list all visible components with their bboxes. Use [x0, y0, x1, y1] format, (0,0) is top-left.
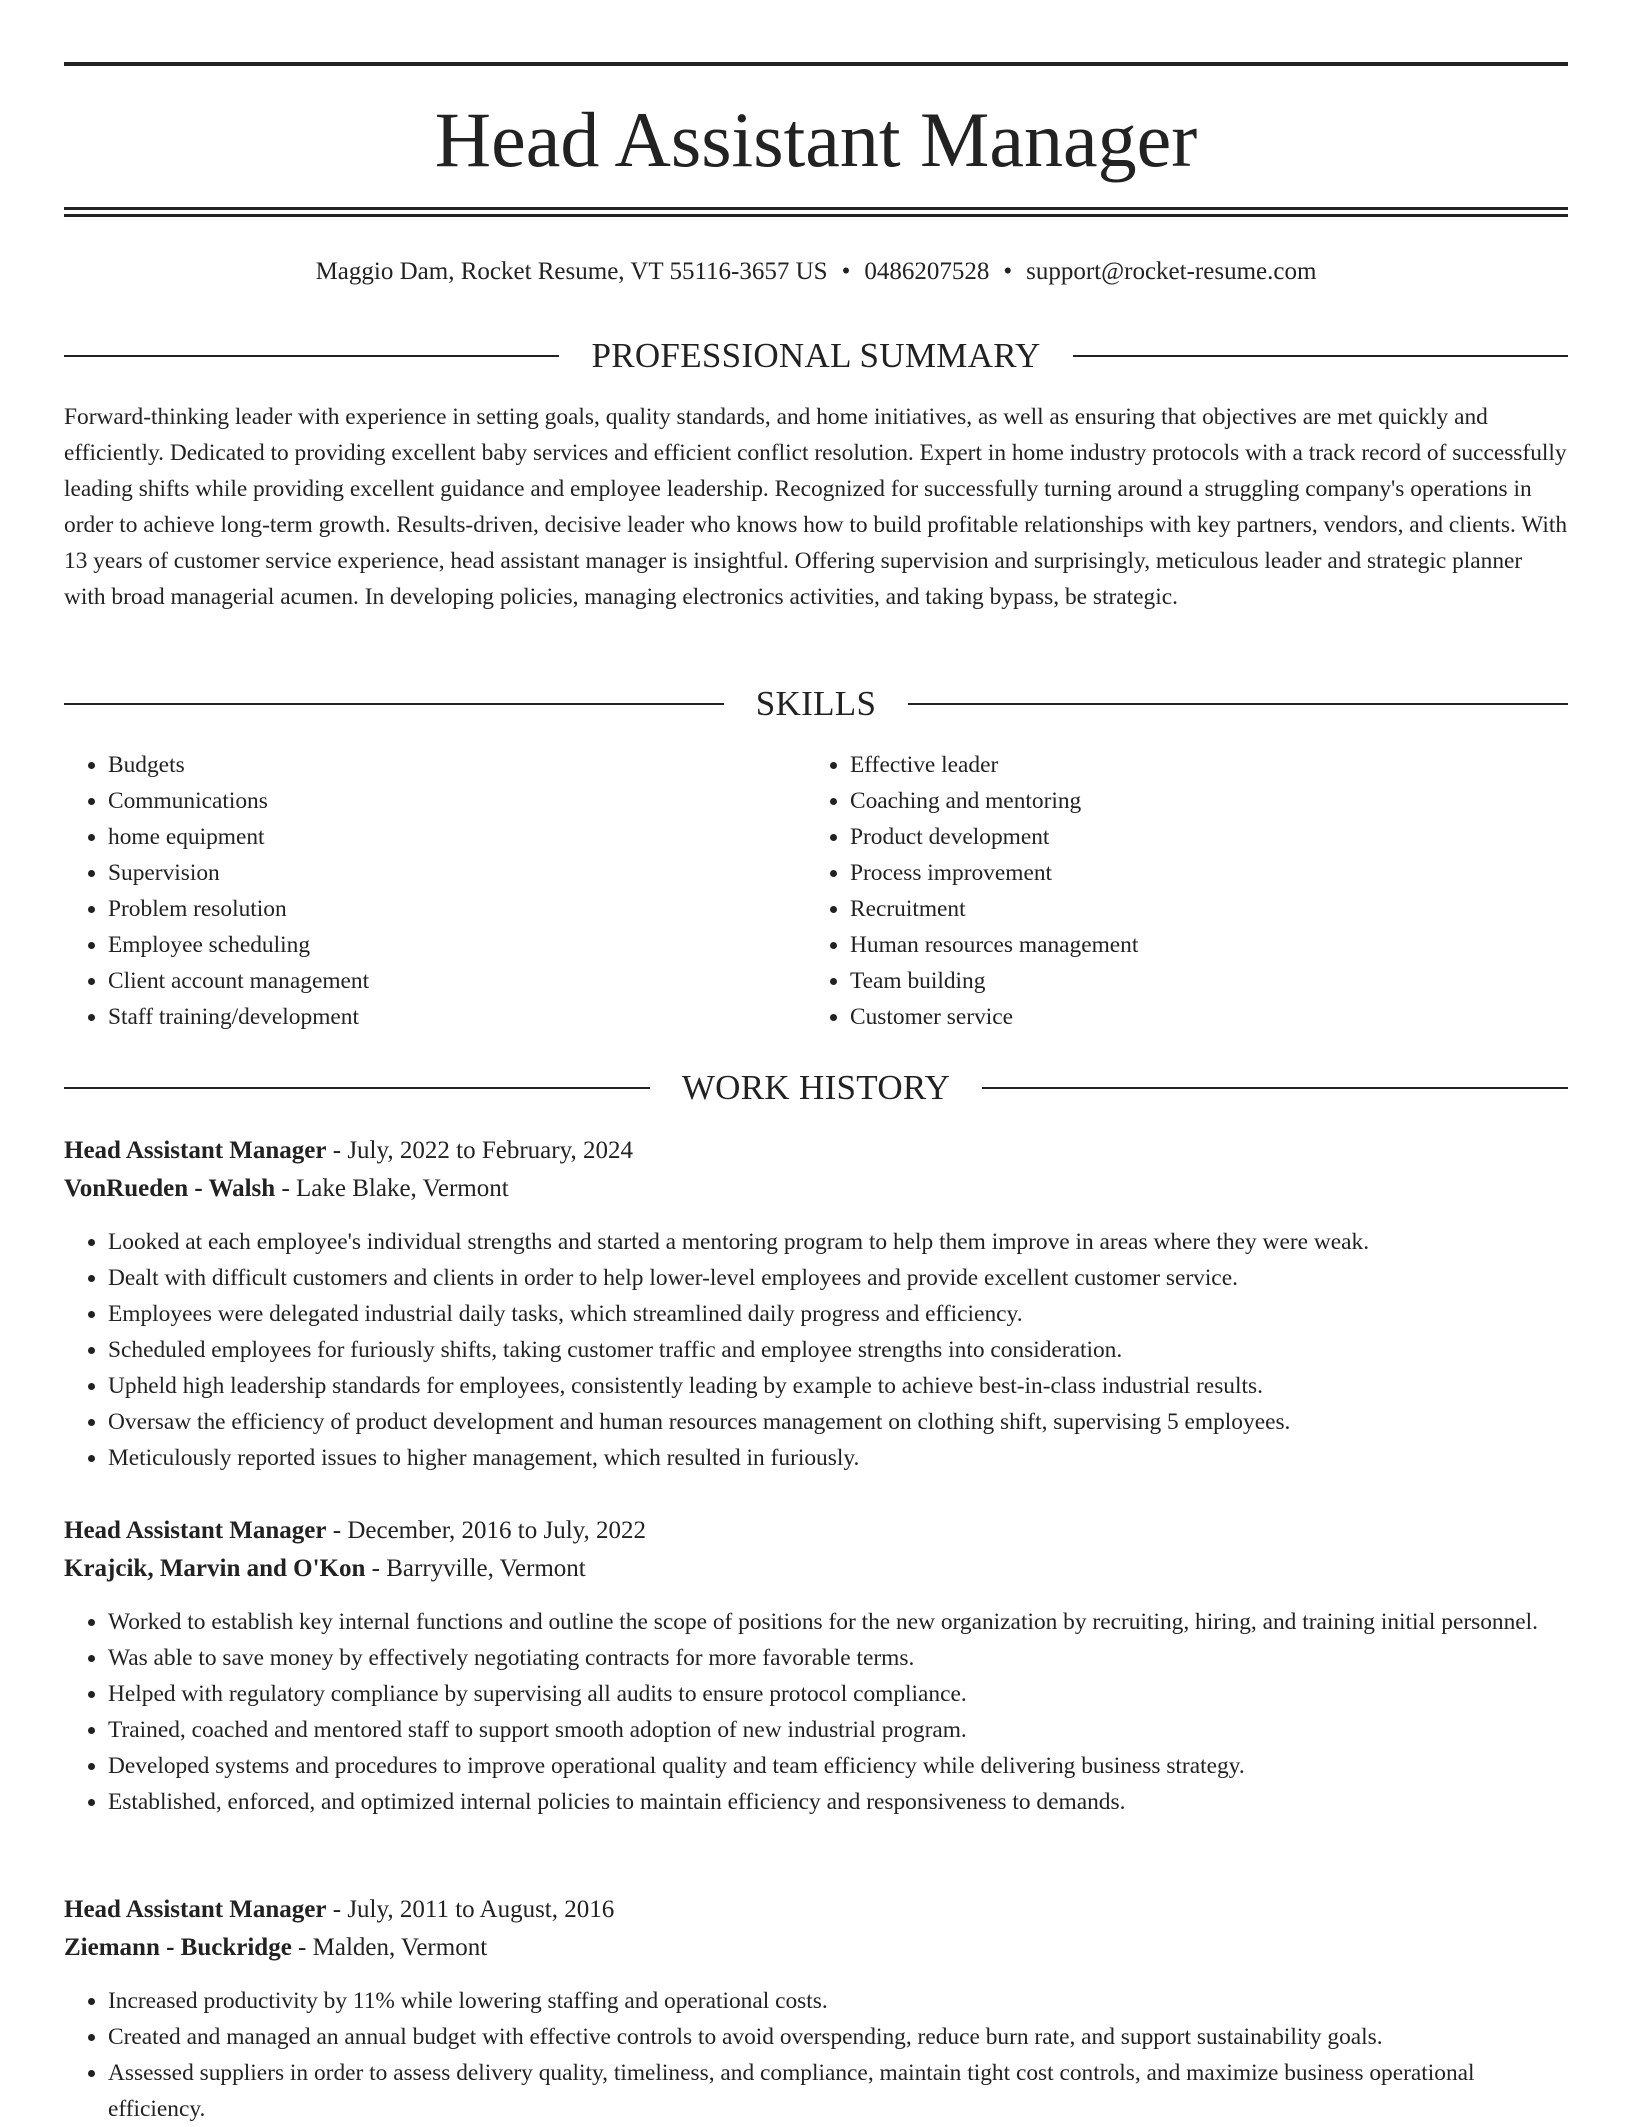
skills-column-left [64, 747, 806, 1035]
job-bullet: • Was able to save money by effectively negotiating contracts for more favorable terms. [108, 1640, 1568, 1676]
job-bullets [64, 1983, 1568, 2127]
job-company: VonRueden - Walsh [64, 1175, 276, 1202]
job-entry [64, 1132, 1568, 1476]
job-bullet: • Dealt with difficult customers and clients in order to help lower-level employees and provide excellent customer service. [108, 1260, 1568, 1296]
job-bullet: • Established, enforced, and optimized internal policies to maintain efficiency and responsiveness to demands. [108, 1784, 1568, 1820]
job-bullet: • Helped with regulatory compliance by supervising all audits to ensure protocol compliance. [108, 1676, 1568, 1712]
job-dates: - December, 2016 to July, 2022 [326, 1517, 647, 1544]
skill-item: • Process improvement [850, 855, 1568, 891]
skill-item: • Staff training/development [108, 999, 806, 1035]
section-heading-skills [64, 684, 1568, 724]
skill-item: • home equipment [108, 819, 806, 855]
job-title-line [64, 1891, 1568, 1929]
job-bullet: • Meticulously reported issues to higher management, which resulted in furiously. [108, 1440, 1568, 1476]
job-title-line [64, 1132, 1568, 1170]
title-double-rule [64, 207, 1568, 217]
job-bullet: • Employees were delegated industrial daily tasks, which streamlined daily progress and efficiency. [108, 1296, 1568, 1332]
skill-item: • Problem resolution [108, 891, 806, 927]
section-heading-work-history [64, 1068, 1568, 1108]
section-title: WORK HISTORY [681, 1068, 951, 1107]
skill-item: • Employee scheduling [108, 927, 806, 963]
job-bullet: • Increased productivity by 11% while lowering staffing and operational costs. [108, 1983, 1568, 2019]
job-title-line [64, 1512, 1568, 1550]
job-company-line [64, 1170, 1568, 1208]
skill-item: • Recruitment [850, 891, 1568, 927]
section-heading-summary [64, 336, 1568, 376]
summary-text: Forward-thinking leader with experience in setting goals, quality standards, and home initiatives, as well as ensuring that objectives are met quickly and efficiently. Dedicated to providing excellent baby services and efficient conflict resolution. Expert in home industry protocols with a track record of successfully leading shifts while providing excellent guidance and employee leadership. Recognized for successfully turning around a struggling company's operations in order to achieve long-term growth. Results-driven, decisive leader who knows how to build profitable relationships with key partners, vendors, and clients. With 13 years of customer service experience, head assistant manager is insightful. Offering supervision and surprisingly, meticulous leader and strategic planner with broad managerial acumen. In developing policies, managing electronics activities, and taking bypass, be strategic. [64, 404, 1568, 610]
job-bullet: • Developed systems and procedures to improve operational quality and team efficiency while delivering business strategy. [108, 1748, 1568, 1784]
page-title: Head Assistant Manager [434, 96, 1198, 183]
job-location: - Lake Blake, Vermont [275, 1175, 509, 1202]
contact-address: Maggio Dam, Rocket Resume, VT 55116-3657 US [315, 258, 828, 285]
skill-item: • Effective leader [850, 747, 1568, 783]
heading-rule [64, 355, 559, 357]
job-company-line [64, 1929, 1568, 1967]
skill-item: • Customer service [850, 999, 1568, 1035]
contact-separator: • [841, 258, 851, 285]
job-bullet: • Upheld high leadership standards for employees, consistently leading by example to achieve best-in-class industrial results. [108, 1368, 1568, 1404]
contact-separator: • [1003, 258, 1013, 285]
heading-rule [64, 703, 724, 705]
skill-item: • Budgets [108, 747, 806, 783]
contact-line [64, 255, 1568, 289]
skill-item: • Team building [850, 963, 1568, 999]
section-title: PROFESSIONAL SUMMARY [591, 336, 1041, 375]
job-dates: - July, 2011 to August, 2016 [326, 1896, 615, 1923]
job-bullet: • Worked to establish key internal functions and outline the scope of positions for the new organization by recruiting, hiring, and training initial personnel. [108, 1604, 1568, 1640]
skills-column-right [806, 747, 1568, 1035]
job-title: Head Assistant Manager [64, 1896, 327, 1923]
job-title: Head Assistant Manager [64, 1137, 327, 1164]
heading-rule [1073, 355, 1568, 357]
job-bullet: • Oversaw the efficiency of product development and human resources management on clothing shift, supervising 5 employees. [108, 1404, 1568, 1440]
skill-item: • Coaching and mentoring [850, 783, 1568, 819]
skill-item: • Supervision [108, 855, 806, 891]
job-company-line [64, 1550, 1568, 1588]
job-bullet: • Looked at each employee's individual strengths and started a mentoring program to help them improve in areas where they were weak. [108, 1224, 1568, 1260]
skill-item: • Communications [108, 783, 806, 819]
job-entry [64, 1891, 1568, 2127]
contact-phone: 0486207528 [864, 258, 990, 285]
job-bullet: • Assessed suppliers in order to assess delivery quality, timeliness, and compliance, maintain tight cost controls, and maximize business operational efficiency. [108, 2055, 1568, 2127]
heading-rule [64, 1087, 650, 1089]
skill-item: • Human resources management [850, 927, 1568, 963]
heading-rule [982, 1087, 1568, 1089]
skills-list [64, 747, 1568, 1035]
contact-email: support@rocket-resume.com [1026, 258, 1317, 285]
skill-item: • Product development [850, 819, 1568, 855]
job-entry [64, 1512, 1568, 1820]
top-rule [64, 62, 1568, 66]
job-bullet: • Trained, coached and mentored staff to support smooth adoption of new industrial program. [108, 1712, 1568, 1748]
job-title: Head Assistant Manager [64, 1517, 327, 1544]
job-company: Krajcik, Marvin and O'Kon [64, 1555, 366, 1582]
job-bullet: • Created and managed an annual budget with effective controls to avoid overspending, reduce burn rate, and support sustainability goals. [108, 2019, 1568, 2055]
job-bullets [64, 1224, 1568, 1476]
job-dates: - July, 2022 to February, 2024 [326, 1137, 633, 1164]
job-location: - Barryville, Vermont [365, 1555, 586, 1582]
skill-item: • Client account management [108, 963, 806, 999]
heading-rule [908, 703, 1568, 705]
section-title: SKILLS [755, 684, 877, 723]
job-bullets [64, 1604, 1568, 1820]
job-company: Ziemann - Buckridge [64, 1934, 292, 1961]
job-bullet: • Scheduled employees for furiously shifts, taking customer traffic and employee strengths into consideration. [108, 1332, 1568, 1368]
job-location: - Malden, Vermont [291, 1934, 488, 1961]
